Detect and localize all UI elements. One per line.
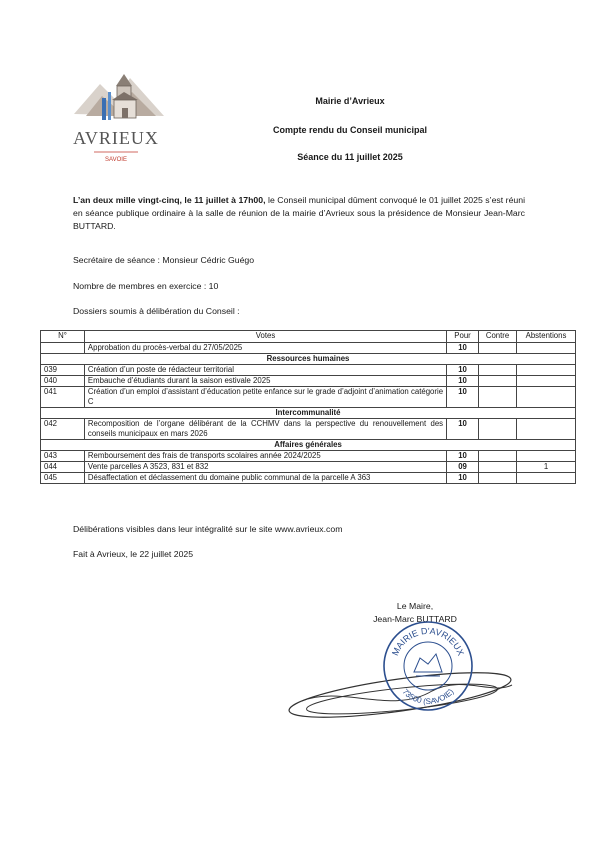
stamp-top-text: MAIRIE D'AVRIEUX: [390, 625, 466, 658]
vote-abstentions: [517, 387, 576, 408]
deliberation-number: 043: [41, 451, 85, 462]
vote-contre: [479, 462, 517, 473]
vote-pour: 10: [447, 365, 479, 376]
header-abstentions: Abstentions: [517, 331, 576, 343]
vote-abstentions: [517, 419, 576, 440]
deliberation-number: 041: [41, 387, 85, 408]
votes-table-body: [41, 343, 576, 484]
intro-lead: L’an deux mille vingt-cinq, le 11 juillet à 17h00,: [73, 195, 266, 205]
section-row: [41, 408, 576, 419]
vote-abstentions: [517, 376, 576, 387]
deliberation-label: Création d’un poste de rédacteur territorial: [84, 365, 446, 376]
vote-contre: [479, 419, 517, 440]
header-pour: Pour: [447, 331, 479, 343]
table-row: [41, 462, 576, 473]
deliberation-label: Création d’un emploi d’assistant d’éducation petite enfance sur le grade d’adjoint d’animation catégorie C: [84, 387, 446, 408]
deliberation-number: [41, 343, 85, 354]
official-seal-icon: [380, 618, 476, 714]
vote-abstentions: [517, 473, 576, 484]
stamp-bottom-text: 73500 (SAVOIE): [400, 687, 456, 707]
section-label: Affaires générales: [41, 440, 576, 451]
vote-contre: [479, 376, 517, 387]
secretary-line: Secrétaire de séance : Monsieur Cédric Guégo: [73, 255, 255, 265]
intro-rest: le Conseil municipal dûment convoqué le 01 juillet 2025 s’est réuni en séance publique ordinaire à la salle de réunion de la mairie d’Avrieux sous la présidence de Monsieur Jean-Marc BUTTARD.: [73, 195, 525, 231]
deliberation-label: Vente parcelles A 3523, 831 et 832: [84, 462, 446, 473]
avrieux-logo: [66, 70, 170, 166]
vote-contre: [479, 473, 517, 484]
deliberation-number: 045: [41, 473, 85, 484]
deliberation-label: Approbation du procès-verbal du 27/05/2025: [84, 343, 446, 354]
mairie-stamp: [380, 618, 476, 714]
table-row: [41, 387, 576, 408]
logo-region: SAVOIE: [105, 157, 127, 163]
intro-paragraph: [73, 194, 525, 233]
vote-abstentions: 1: [517, 462, 576, 473]
section-row: [41, 354, 576, 365]
header-num: N°: [41, 331, 85, 343]
vote-abstentions: [517, 451, 576, 462]
table-header-row: [41, 331, 576, 343]
table-row: [41, 376, 576, 387]
section-row: [41, 440, 576, 451]
header-title: Compte rendu du Conseil municipal: [272, 125, 427, 135]
vote-pour: 10: [447, 343, 479, 354]
table-row: [41, 343, 576, 354]
votes-table: [40, 330, 576, 484]
deliberation-label: Remboursement des frais de transports scolaires année 2024/2025: [84, 451, 446, 462]
mountain-chapel-logo-icon: [66, 70, 170, 166]
header-mairie: Mairie d’Avrieux: [315, 96, 385, 106]
logo-name: AVRIEUX: [73, 128, 159, 148]
place-date: Fait à Avrieux, le 22 juillet 2025: [73, 549, 194, 559]
deliberation-label: Embauche d’étudiants durant la saison estivale 2025: [84, 376, 446, 387]
header-contre: Contre: [479, 331, 517, 343]
vote-pour: 10: [447, 419, 479, 440]
deliberation-number: 042: [41, 419, 85, 440]
vote-contre: [479, 343, 517, 354]
deliberation-label: Recomposition de l’organe délibérant de la CCHMV dans la perspective du renouvellement des conseils municipaux en mars 2026: [84, 419, 446, 440]
dossiers-intro: Dossiers soumis à délibération du Conseil :: [73, 306, 240, 316]
vote-pour: 10: [447, 376, 479, 387]
vote-contre: [479, 387, 517, 408]
deliberation-label: Désaffectation et déclassement du domaine public communal de la parcelle A 363: [84, 473, 446, 484]
section-label: Ressources humaines: [41, 354, 576, 365]
vote-pour: 10: [447, 387, 479, 408]
members-line: Nombre de membres en exercice : 10: [73, 281, 219, 291]
table-row: [41, 365, 576, 376]
table-row: [41, 451, 576, 462]
header-votes: Votes: [84, 331, 446, 343]
table-row: [41, 419, 576, 440]
deliberation-number: 044: [41, 462, 85, 473]
mayor-role: Le Maire,: [396, 601, 434, 611]
header-session: Séance du 11 juillet 2025: [297, 152, 403, 162]
section-label: Intercommunalité: [41, 408, 576, 419]
mayor-name: Jean-Marc BUTTARD: [373, 614, 457, 624]
vote-contre: [479, 365, 517, 376]
vote-contre: [479, 451, 517, 462]
table-row: [41, 473, 576, 484]
vote-abstentions: [517, 365, 576, 376]
website-note: Délibérations visibles dans leur intégralité sur le site www.avrieux.com: [73, 524, 343, 534]
deliberation-number: 039: [41, 365, 85, 376]
vote-abstentions: [517, 343, 576, 354]
vote-pour: 10: [447, 451, 479, 462]
vote-pour: 09: [447, 462, 479, 473]
vote-pour: 10: [447, 473, 479, 484]
deliberation-number: 040: [41, 376, 85, 387]
